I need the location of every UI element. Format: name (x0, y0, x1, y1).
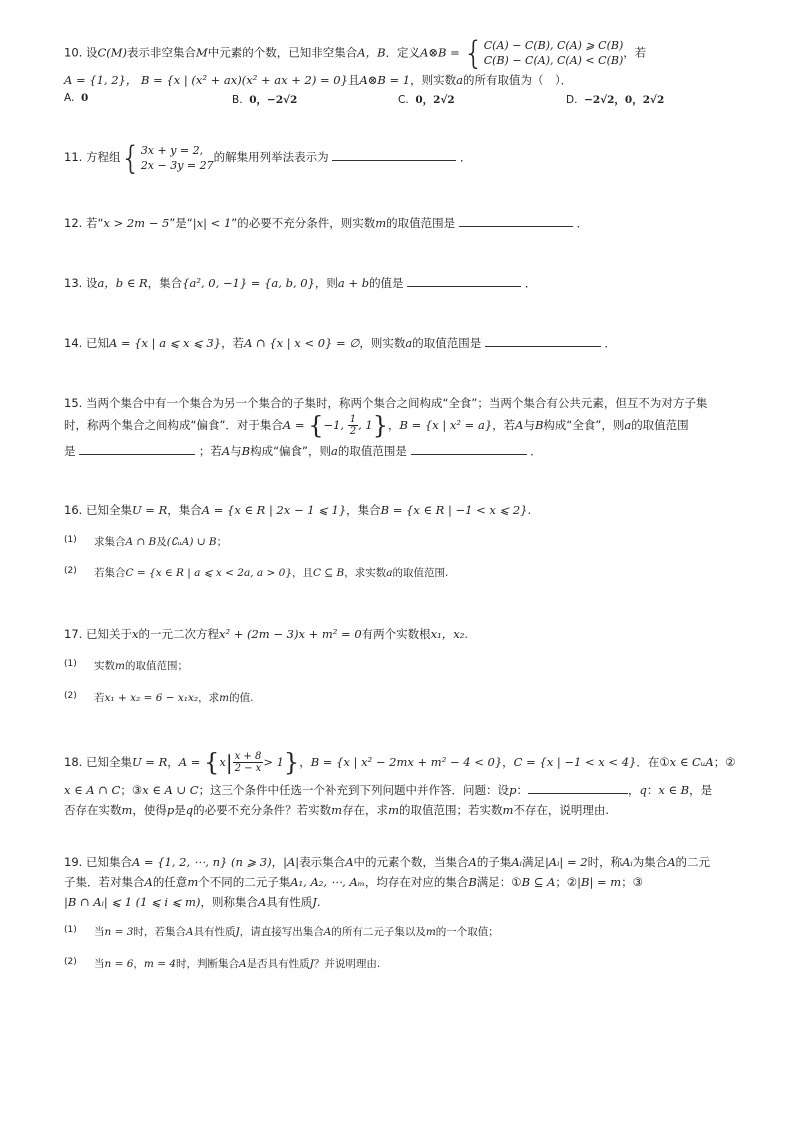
q10-number: 10. (64, 45, 83, 60)
q19-text: ；③ (621, 875, 643, 889)
question-18-line3 (64, 800, 736, 820)
q18-text: ，是 (689, 783, 713, 797)
q18-number: 18. (64, 755, 83, 769)
q18-text: 的必要不充分条件？若实数 (193, 803, 332, 817)
q18-text: ， (299, 755, 311, 769)
q19-math: n = 3 (104, 926, 134, 938)
q19-text: 中的元素个数，当集合 (353, 855, 469, 869)
q10-text: 且 (347, 73, 360, 87)
q18-math: m (502, 803, 514, 817)
q16-math: C ⊆ B (313, 567, 345, 579)
q13-text: ，则 (314, 276, 338, 290)
q19-text: 当 (94, 958, 105, 970)
q18-text: ；③ (120, 783, 143, 797)
q13-text: 设 (85, 276, 98, 290)
q15-answer-blank-2[interactable] (411, 442, 527, 455)
q10-text: 设 (85, 45, 98, 60)
q15-math: B (241, 444, 251, 458)
q19-number: 19. (64, 855, 83, 869)
q15-text: 是 (64, 444, 76, 458)
q15-text: ． (530, 444, 542, 458)
q19-math: |B| = m (577, 875, 622, 889)
q19-math: Aᵢ (511, 855, 522, 869)
q19-math: J (309, 958, 314, 970)
question-19-line3 (64, 892, 736, 912)
q19-math: A (667, 855, 676, 869)
q11-eq1: 3x + y = 2, (140, 143, 204, 157)
part-tag: (2) (64, 957, 77, 967)
q18-math: x (219, 755, 226, 769)
q18-text: 否存在实数 (64, 803, 122, 817)
q13-number: 13. (64, 276, 83, 290)
option-value: −2√2，0，2√2 (584, 94, 665, 106)
q19-math: B ⊆ A (521, 875, 556, 889)
q13-text: 的值是 (369, 276, 404, 290)
q18-text: ；② (713, 755, 736, 769)
q19-part-1 (64, 922, 499, 942)
q10-option-b[interactable] (232, 92, 297, 107)
q17-text: 有两个实数根 (361, 627, 431, 641)
q16-text: 及 (156, 536, 167, 548)
q15-text: 当两个集合中有一个集合为另一个集合的子集时，称两个集合之间构成“全食”；当两个集合有公共元素，但互不为对方子集 (85, 396, 708, 410)
q14-math: a (405, 336, 413, 350)
question-15-line3 (64, 441, 736, 461)
q10-option-a[interactable] (64, 92, 88, 104)
part-tag: (2) (64, 691, 77, 701)
q19-math: J (235, 926, 240, 938)
q14-math: A = {x | a ⩽ x ⩽ 3} (108, 336, 222, 350)
q15-math: −1, (323, 418, 345, 432)
q11-answer-blank[interactable] (332, 148, 456, 161)
q18-text: 是 (174, 803, 186, 817)
q14-answer-blank[interactable] (485, 334, 601, 347)
q18-math: q (639, 783, 647, 797)
q18-math: p (509, 783, 517, 797)
q15-text: 构成“偏食”，则 (250, 444, 331, 458)
q14-text: ，则实数 (359, 336, 406, 350)
q10-math: A⊗B = (420, 45, 460, 60)
q10-option-d[interactable] (566, 92, 664, 107)
q18-text: 存在，求 (342, 803, 389, 817)
q18-math: U = R (131, 755, 168, 769)
q17-text: 实数 (94, 660, 115, 672)
q18-brace-close: } (283, 748, 300, 777)
q11-number: 11. (64, 150, 83, 164)
q19-text: ，请直接写出集合 (239, 926, 324, 938)
option-label: C. (398, 94, 409, 106)
q17-part-1 (64, 656, 188, 676)
q14-text: 已知 (85, 336, 109, 350)
q19-text: 满足 (521, 855, 545, 869)
q17-math: m (219, 692, 230, 704)
q16-math: B = {x ∈ R | −1 < x ⩽ 2} (380, 503, 528, 517)
question-18 (64, 746, 736, 779)
q16-math: A = {x ∈ R | 2x − 1 ⩽ 1} (201, 503, 347, 517)
question-17 (64, 624, 736, 644)
question-10-line2 (64, 70, 736, 90)
question-18-line2 (64, 780, 736, 800)
q10-text: 中元素的个数，已知非空集合 (207, 45, 358, 60)
option-value: 0，−2√2 (249, 94, 298, 106)
option-value: 0 (81, 92, 89, 104)
q17-math: x₁ + x₂ = 6 − x₁x₂ (104, 692, 199, 704)
question-16 (64, 500, 736, 520)
q16-math: (∁ᵤA) ∪ B (166, 536, 217, 548)
q19-math: m (425, 926, 436, 938)
q16-text: . (527, 503, 532, 517)
q18-text: 的取值范围；若实数 (398, 803, 503, 817)
q10-piecewise (484, 38, 623, 68)
q18-answer-blank[interactable] (528, 781, 628, 794)
q19-text: 时，称 (587, 855, 623, 869)
q19-text: 子集．若对集合 (64, 875, 145, 889)
q19-text: ？并说明理由. (313, 958, 381, 970)
q10-case2: C(B) − C(A), C(A) < C(B) (483, 54, 624, 67)
q13-math: {a², 0, −1} = {a, b, 0} (182, 276, 315, 290)
q18-text: ，使得 (132, 803, 167, 817)
q10-math: a (456, 73, 463, 87)
q11-eq2: 2x − 3y = 27 (140, 158, 214, 172)
question-13 (64, 273, 736, 293)
q19-math: A (257, 895, 267, 909)
q12-text: ”的必要不充分条件，则实数 (231, 216, 376, 230)
q19-math: A (345, 855, 354, 869)
q17-number: 17. (64, 627, 83, 641)
q16-text: ，且 (292, 567, 314, 579)
q19-text: 的所有二元子集以及 (331, 926, 426, 938)
q15-math: A (221, 444, 231, 458)
q19-text: 表示集合 (299, 855, 346, 869)
q17-math: x₁，x₂ (430, 627, 465, 641)
q19-text: 是否具有性质 (246, 958, 310, 970)
q15-brace-open: { (308, 411, 324, 440)
q15-frac-den: 2 (349, 426, 357, 437)
q14-text: 的取值范围是 (412, 336, 482, 350)
q11-text: ． (459, 150, 472, 164)
q15-text: 与 (230, 444, 242, 458)
q19-math: m (187, 875, 199, 889)
q16-text: 已知全集 (85, 503, 132, 517)
q18-math: C = {x | −1 < x < 4} (513, 755, 637, 769)
q19-text: 当 (94, 926, 105, 938)
question-15 (64, 393, 736, 413)
q14-number: 14. (64, 336, 83, 350)
q15-text: ，若 (492, 418, 516, 432)
q13-text: ． (524, 276, 537, 290)
option-label: B. (232, 94, 243, 106)
q19-text: 时，判断集合 (176, 958, 240, 970)
q15-text: ， (388, 418, 400, 432)
q12-math: x > 2m − 5 (103, 216, 170, 230)
q10-brace: { (463, 34, 484, 72)
q18-math: q (185, 803, 194, 817)
q10-text: ，若 (623, 45, 647, 60)
q18-math: x ∈ CᵤA (669, 755, 714, 769)
q10-math: C(M) (97, 45, 128, 60)
q15-text: 时，称两个集合之间构成“偏食”．对于集合 (64, 418, 283, 432)
q15-math: B (534, 418, 544, 432)
q18-text: ： (646, 783, 659, 797)
q17-math: x (131, 627, 139, 641)
q15-math: A (515, 418, 524, 432)
q18-text: ， (627, 783, 640, 797)
q15-frac-num: 1 (349, 414, 357, 425)
part-tag: (1) (64, 925, 77, 935)
part-tag: (1) (64, 659, 77, 669)
q19-math: A (468, 855, 477, 869)
q19-text: 的一个取值； (435, 926, 499, 938)
q18-math: m (331, 803, 343, 817)
q14-math: A ∩ {x | x < 0} = ∅ (244, 336, 360, 350)
q12-math: |x| < 1 (192, 216, 232, 230)
q19-math: B (468, 875, 477, 889)
q19-text: 已知集合 (85, 855, 132, 869)
q10-text: 表示非空集合 (127, 45, 197, 60)
q19-text: ， (133, 958, 144, 970)
q12-answer-blank[interactable] (459, 214, 573, 227)
q18-math: x ∈ A ∩ C (64, 783, 121, 797)
q19-math: A (239, 958, 247, 970)
q10-text: ．定义 (385, 45, 421, 60)
q18-bar: | (225, 750, 233, 775)
q12-math: m (375, 216, 387, 230)
q15-text: 的取值范围 (631, 418, 689, 432)
q11-text: 方程组 (85, 150, 121, 164)
q18-text: ： (516, 783, 528, 797)
q17-text: 的值. (229, 692, 254, 704)
q18-math: B = {x | x² − 2mx + m² − 4 < 0} (310, 755, 503, 769)
q19-math: |Aᵢ| = 2 (544, 855, 588, 869)
q10-math: B = {x | (x² + ax)(x² + ax + 2) = 0} (141, 73, 348, 87)
q19-text: ， (271, 855, 284, 869)
q19-text: ，则称集合 (200, 895, 258, 909)
q19-text: 的子集 (476, 855, 512, 869)
q17-text: 若 (94, 692, 105, 704)
q10-math: A = {1, 2}， (64, 73, 138, 87)
q19-text: 具有性质 (266, 895, 313, 909)
q19-math: A (323, 926, 332, 938)
q16-text: ，求实数 (344, 567, 387, 579)
q19-text: . (316, 895, 321, 909)
q12-number: 12. (64, 216, 83, 230)
question-10 (64, 34, 736, 72)
option-label: D. (566, 94, 578, 106)
q17-math: x² + (2m − 3)x + m² = 0 (218, 627, 362, 641)
q17-math: m (115, 660, 125, 672)
q13-text: ，集合 (147, 276, 183, 290)
q10-case1: C(A) − C(B), C(A) ⩾ C(B) (483, 39, 624, 52)
q15-number: 15. (64, 396, 83, 410)
q10-math: A⊗B = 1 (359, 73, 411, 87)
q18-brace-open: { (204, 748, 220, 777)
q18-math: x ∈ B (658, 783, 690, 797)
q12-text: ． (576, 216, 588, 230)
q18-text: ；这三个条件中任选一个补充到下列问题中并作答．问题：设 (198, 783, 510, 797)
q12-text: 的取值范围是 (386, 216, 456, 230)
q19-text: 的二元 (675, 855, 711, 869)
q17-text: ，求 (198, 692, 220, 704)
q11-text: 的解集用列举法表示为 (213, 150, 329, 164)
option-value: 0，2√2 (415, 94, 455, 106)
q19-math: Aᵢ (622, 855, 633, 869)
q18-math: > 1 (263, 755, 284, 769)
q19-math: m = 4 (143, 958, 177, 970)
q16-text: ，集合 (346, 503, 381, 517)
q15-math: , 1 (358, 418, 373, 432)
question-19 (64, 852, 736, 872)
q17-part-2 (64, 688, 253, 708)
q13-math: a，b ∈ R (97, 276, 148, 290)
q10-text: 的所有取值为（ ）． (462, 73, 573, 87)
q16-math: a (386, 567, 393, 579)
q15-math: a (331, 444, 338, 458)
q10-math: M (196, 45, 208, 60)
q18-text: 已知全集 (85, 755, 132, 769)
q15-text: 构成“全食”，则 (543, 418, 625, 432)
q19-math: J (312, 895, 317, 909)
q16-text: 的取值范围. (392, 567, 449, 579)
q15-math: B = {x | x² = a} (399, 418, 493, 432)
q18-frac-den: 2 − x (234, 763, 262, 774)
q19-math: A (185, 926, 194, 938)
q18-math: A = (178, 755, 201, 769)
q19-text: 为集合 (632, 855, 668, 869)
q19-text: ；② (555, 875, 578, 889)
question-11 (64, 138, 736, 177)
part-tag: (2) (64, 566, 77, 576)
q19-text: ，均存在对应的集合 (364, 875, 469, 889)
q19-math: |A| (283, 855, 300, 869)
q17-text: 已知关于 (85, 627, 132, 641)
q17-text: . (464, 627, 469, 641)
question-19-line2 (64, 872, 736, 892)
q14-text: ，若 (221, 336, 245, 350)
q10-math: A，B (357, 45, 386, 60)
q18-math: x ∈ A ∪ C (142, 783, 199, 797)
q13-answer-blank[interactable] (407, 274, 521, 287)
q19-text: 时，若集合 (133, 926, 186, 938)
q16-text: ，集合 (167, 503, 202, 517)
q18-math: p (166, 803, 175, 817)
q18-text: ， (167, 755, 179, 769)
q19-text: 满足：① (476, 875, 522, 889)
q12-text: ”是“ (169, 216, 193, 230)
q16-math: U = R (131, 503, 168, 517)
q18-math: m (121, 803, 133, 817)
q15-brace-close: } (372, 411, 389, 440)
q18-math: m (388, 803, 399, 817)
q18-text: ．在① (636, 755, 670, 769)
q10-text: ，则实数 (410, 73, 457, 87)
question-14 (64, 333, 736, 353)
q15-math: a (624, 418, 632, 432)
question-15-line2 (64, 411, 736, 440)
option-label: A. (64, 92, 75, 104)
q15-answer-blank-1[interactable] (79, 442, 195, 455)
q15-math: A = (282, 418, 305, 432)
q16-math: C = {x ∈ R | a ⩽ x < 2a, a > 0} (125, 567, 293, 579)
q15-text: 的取值范围是 (337, 444, 407, 458)
q15-text: 与 (523, 418, 535, 432)
q19-math: n = 6 (104, 958, 134, 970)
q19-text: 的任意 (152, 875, 188, 889)
q15-text: ；若 (198, 444, 222, 458)
q16-math: A ∩ B (125, 536, 157, 548)
q19-math: A₁, A₂, ⋯, Aₘ (290, 875, 365, 889)
q16-text: 若集合 (94, 567, 126, 579)
q19-math: |B ∩ Aᵢ| ⩽ 1 (1 ⩽ i ⩽ m) (64, 895, 201, 909)
q19-text: 个不同的二元子集 (198, 875, 291, 889)
q18-text: ， (502, 755, 514, 769)
q14-text: ． (604, 336, 617, 350)
question-12 (64, 213, 736, 233)
q15-fraction (348, 414, 358, 437)
q13-math: a + b (337, 276, 370, 290)
q16-part-1 (64, 532, 227, 552)
q18-fraction (233, 751, 264, 774)
part-tag: (1) (64, 535, 77, 545)
q16-text: 求集合 (94, 536, 126, 548)
q19-math: A (144, 875, 153, 889)
q12-text: 若“ (85, 216, 104, 230)
q19-part-2 (64, 954, 380, 974)
q10-option-c[interactable] (398, 92, 455, 107)
q17-text: 的取值范围； (124, 660, 188, 672)
q16-text: ； (216, 536, 228, 548)
q17-text: 的一元二次方程 (138, 627, 219, 641)
q16-number: 16. (64, 503, 83, 517)
q19-text: 具有性质 (193, 926, 236, 938)
q11-brace: { (120, 138, 141, 177)
q16-part-2 (64, 563, 448, 583)
q11-system (141, 143, 214, 173)
q19-math: A = {1, 2, ⋯, n} (n ⩾ 3) (131, 855, 272, 869)
q18-text: 不存在，说明理由. (513, 803, 610, 817)
q18-frac-num: x + 8 (234, 751, 262, 762)
